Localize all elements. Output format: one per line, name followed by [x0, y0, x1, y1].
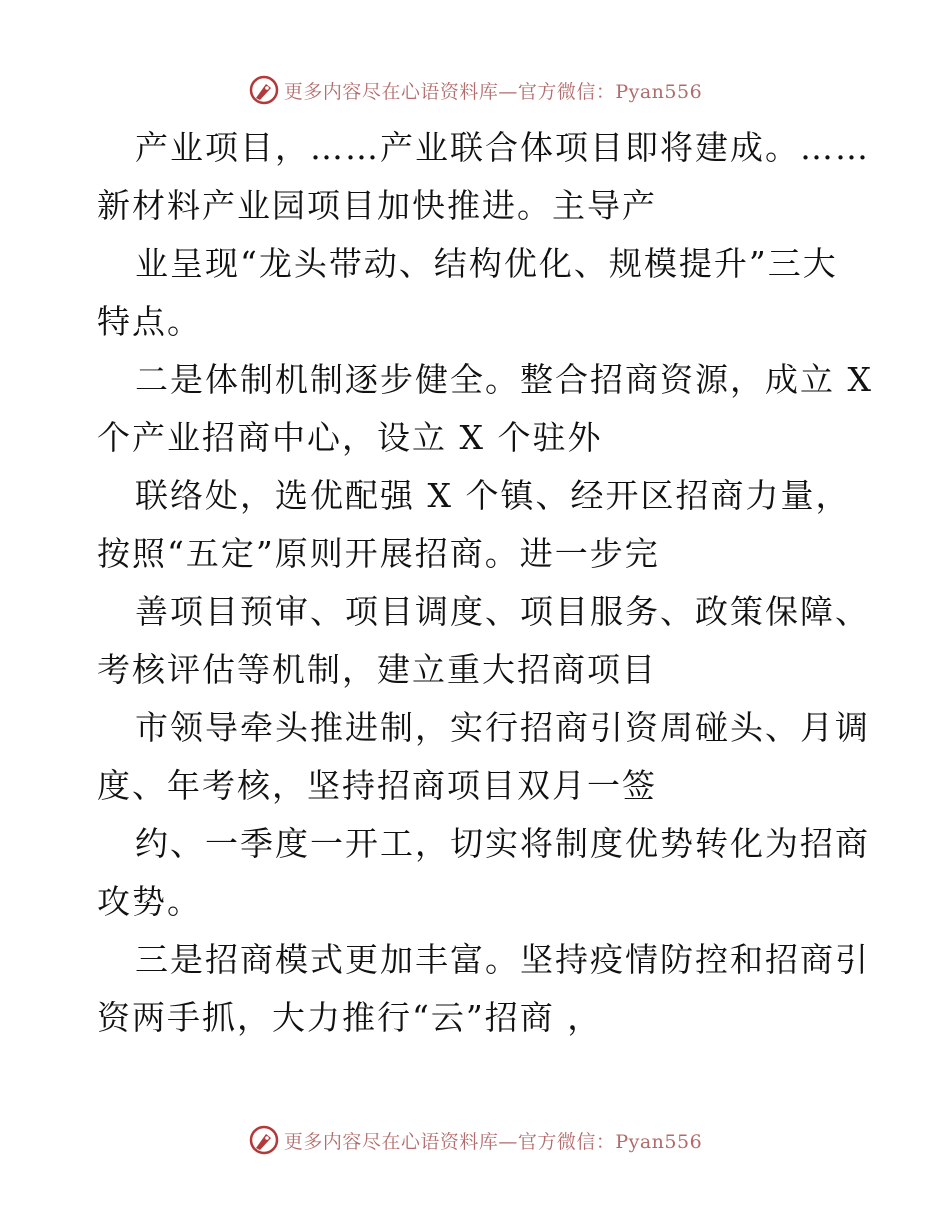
text-line-15: 三是招商模式更加丰富。坚持疫情防控和招商引	[135, 940, 870, 979]
pen-nib-logo-icon	[248, 1124, 280, 1156]
text-line-10: 考核评估等机制，建立重大招商项目	[97, 650, 657, 689]
text-line-14: 攻势。	[97, 882, 202, 921]
text-line-2: 新材料产业园项目加快推进。主导产	[97, 186, 657, 225]
text-line-11: 市领导牵头推进制，实行招商引资周碰头、月调	[135, 708, 870, 747]
text-line-1: 产业项目，……产业联合体项目即将建成。……	[135, 128, 870, 167]
text-line-9: 善项目预审、项目调度、项目服务、政策保障、	[135, 592, 870, 631]
text-line-5: 二是体制机制逐步健全。整合招商资源，成立 X	[135, 360, 873, 399]
text-line-6: 个产业招商中心，设立 X 个驻外	[97, 418, 603, 457]
text-line-8: 按照“五定”原则开展招商。进一步完	[97, 534, 660, 573]
text-line-3: 业呈现“龙头带动、结构优化、规模提升”三大	[135, 244, 838, 283]
text-line-7: 联络处，选优配强 X 个镇、经开区招商力量，	[135, 476, 851, 515]
text-line-4: 特点。	[97, 302, 202, 341]
text-line-12: 度、年考核，坚持招商项目双月一签	[97, 766, 657, 805]
header-banner-text: 更多内容尽在心语资料库—官方微信：Pyan556	[283, 80, 703, 103]
text-line-16: 资两手抓，大力推行“云”招商 ，	[97, 998, 603, 1037]
footer-banner	[0, 1120, 950, 1160]
text-line-13: 约、一季度一开工，切实将制度优势转化为招商	[135, 824, 870, 863]
pen-nib-logo-icon	[248, 74, 280, 106]
footer-banner-text: 更多内容尽在心语资料库—官方微信：Pyan556	[283, 1130, 703, 1153]
header-banner	[0, 70, 950, 110]
